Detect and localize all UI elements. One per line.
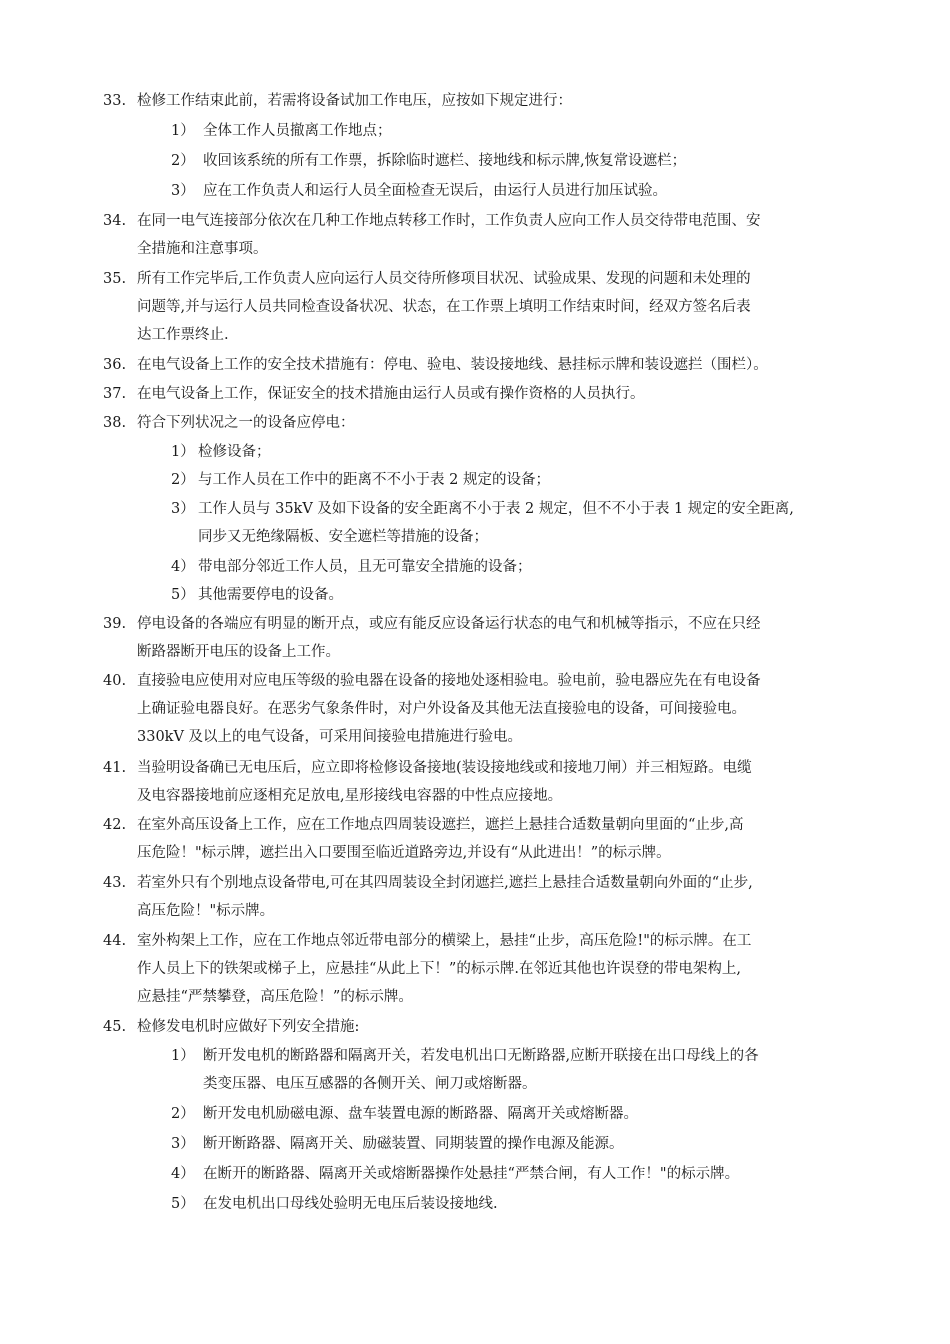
subclause-number: 5） <box>171 1196 195 1212</box>
clause-number: 36. <box>103 357 127 373</box>
clause-text <box>137 754 872 810</box>
text-line: 及电容器接地前应逐相充足放电,星形接线电容器的中性点应接地。 <box>137 788 563 804</box>
subclause-number: 3） <box>171 1136 195 1152</box>
text-line: 当验明设备确已无电压后，应立即将检修设备接地(装设接地线或和接地刀闸）并三相短路。电缆 <box>137 760 752 776</box>
clause-number: 34. <box>103 213 127 229</box>
text-line: 带电部分邻近工作人员，且无可靠安全措施的设备； <box>198 559 532 575</box>
subclause-number: 3） <box>171 501 195 517</box>
clause-number: 38. <box>103 415 127 431</box>
text-line: 全体工作人员撤离工作地点； <box>203 123 392 139</box>
subclause-number: 1） <box>171 444 195 460</box>
subclause-number: 4） <box>171 559 195 575</box>
text-line: 直接验电应使用对应电压等级的验电器在设备的接地处逐相验电。验电前，验电器应先在有电设备 <box>137 673 761 689</box>
text-line: 断路器断开电压的设备上工作。 <box>137 644 340 660</box>
subclause-number: 1） <box>171 123 195 139</box>
text-line: 在同一电气连接部分依次在几种工作地点转移工作时，工作负责人应向工作人员交待带电范围、安 <box>137 213 761 229</box>
clause-text <box>137 351 872 379</box>
text-line: 在电气设备上工作，保证安全的技术措施由运行人员或有操作资格的人员执行。 <box>137 386 645 402</box>
clause-number: 37. <box>103 386 127 402</box>
text-line: 所有工作完毕后,工作负责人应向运行人员交待所修项目状况、试验成果、发现的问题和未处理的 <box>137 271 751 287</box>
subclause-number: 3） <box>171 183 195 199</box>
text-line: 全措施和注意事项。 <box>137 241 268 257</box>
text-line: 应悬挂“严禁攀登，高压危险！”的标示牌。 <box>137 989 413 1005</box>
subclause-number: 2） <box>171 1106 195 1122</box>
clause-text <box>137 265 872 349</box>
clause-number: 35. <box>103 271 127 287</box>
text-line: 作人员上下的铁架或梯子上，应悬挂“从此上下！”的标示牌.在邻近其他也许误登的带电架构上, <box>137 961 742 977</box>
text-line: 上确证验电器良好。在恶劣气象条件时，对户外设备及其他无法直接验电的设备，可间接验电。 <box>137 701 746 717</box>
clause-number: 43. <box>103 875 127 891</box>
text-line: 在发电机出口母线处验明无电压后装设接地线. <box>203 1196 498 1212</box>
text-line: 在电气设备上工作的安全技术措施有：停电、验电、装设接地线、悬挂标示牌和装设遮拦（围栏）。 <box>137 357 768 373</box>
clause-text <box>137 409 872 437</box>
clause-text <box>137 87 872 115</box>
text-line: 收回该系统的所有工作票，拆除临时遮栏、接地线和标示牌,恢复常设遮栏； <box>203 153 687 169</box>
text-line: 停电设备的各端应有明显的断开点，或应有能反应设备运行状态的电气和机械等指示，不应在只经 <box>137 616 761 632</box>
text-line: 与工作人员在工作中的距离不不小于表 2 规定的设备； <box>198 472 550 488</box>
clause-text <box>137 380 872 408</box>
clause-number: 45. <box>103 1019 127 1035</box>
clause-number: 44. <box>103 933 127 949</box>
subclause-number: 5） <box>171 587 195 603</box>
text-line: 检修发电机时应做好下列安全措施: <box>137 1019 360 1035</box>
clause-text <box>137 811 872 867</box>
clause-text <box>137 927 872 1011</box>
text-line: 压危险！"标示牌，遮拦出入口要围至临近道路旁边,并设有“从此进出！”的标示牌。 <box>137 845 671 861</box>
subclause-number: 2） <box>171 153 195 169</box>
clause-text <box>137 207 872 263</box>
text-line: 同步又无绝缘隔板、安全遮栏等措施的设备； <box>198 529 488 545</box>
clause-number: 40. <box>103 673 127 689</box>
clause-number: 39. <box>103 616 127 632</box>
text-line: 达工作票终止. <box>137 327 229 343</box>
text-line: 符合下列状况之一的设备应停电： <box>137 415 355 431</box>
clause-number: 33. <box>103 93 127 109</box>
text-line: 其他需要停电的设备。 <box>198 587 343 603</box>
subclause-number: 2） <box>171 472 195 488</box>
text-line: 室外构架上工作，应在工作地点邻近带电部分的横梁上，悬挂“止步，高压危险!"的标示牌。在工 <box>137 933 752 949</box>
text-line: 检修工作结束此前，若需将设备试加工作电压，应按如下规定进行： <box>137 93 572 109</box>
text-line: 在室外高压设备上工作，应在工作地点四周装设遮拦，遮拦上悬挂合适数量朝向里面的“止步,高 <box>137 817 744 833</box>
clause-number: 41. <box>103 760 127 776</box>
text-line: 类变压器、电压互感器的各侧开关、闸刀或熔断器。 <box>203 1076 537 1092</box>
subclause-number: 1） <box>171 1048 195 1064</box>
clause-text <box>137 667 872 751</box>
text-line: 检修设备； <box>198 444 271 460</box>
text-line: 若室外只有个别地点设备带电,可在其四周装设全封闭遮拦,遮拦上悬挂合适数量朝向外面的“止步, <box>137 875 753 891</box>
clause-text <box>137 869 872 925</box>
text-line: 断开发电机励磁电源、盘车装置电源的断路器、隔离开关或熔断器。 <box>203 1106 638 1122</box>
subclause-number: 4） <box>171 1166 195 1182</box>
clause-text <box>137 1013 872 1041</box>
text-line: 工作人员与 35kV 及如下设备的安全距离不小于表 2 规定，但不不小于表 1 规定的安全距离, <box>198 501 794 517</box>
text-line: 在断开的断路器、隔离开关或熔断器操作处悬挂“严禁合闸，有人工作！"的标示牌。 <box>203 1166 740 1182</box>
text-line: 应在工作负责人和运行人员全面检查无误后，由运行人员进行加压试验。 <box>203 183 667 199</box>
clause-text <box>137 610 872 666</box>
clause-number: 42. <box>103 817 127 833</box>
text-line: 断开断路器、隔离开关、励磁装置、同期装置的操作电源及能源。 <box>203 1136 624 1152</box>
text-line: 断开发电机的断路器和隔离开关，若发电机出口无断路器,应断开联接在出口母线上的各 <box>203 1048 759 1064</box>
text-line: 330kV 及以上的电气设备，可采用间接验电措施进行验电。 <box>137 729 523 745</box>
text-line: 问题等,并与运行人员共同检查设备状况、状态，在工作票上填明工作结束时间，经双方签名后表 <box>137 299 751 315</box>
text-line: 高压危险！"标示牌。 <box>137 903 275 919</box>
